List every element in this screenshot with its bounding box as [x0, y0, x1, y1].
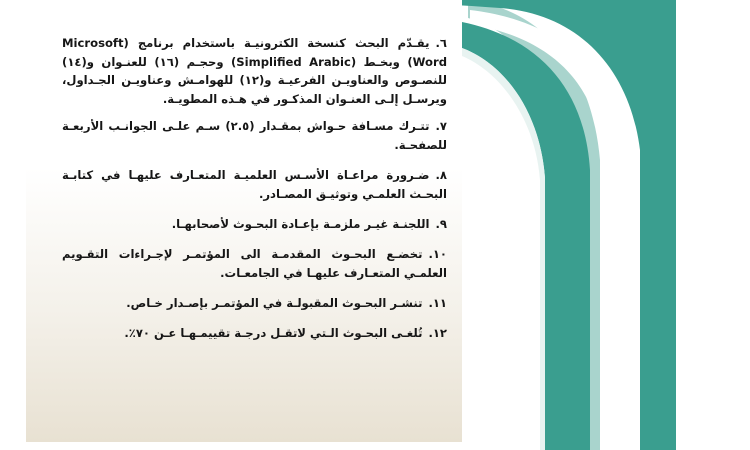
item-number: ٧.	[435, 119, 447, 134]
item-text: تنشـر البحـوث المقبولـة في المؤتمـر بإصـدار خـاص.	[126, 296, 423, 311]
item-text: ضـرورة مراعـاة الأسـس العلميـة المتعـارف عليهـا في كتابـة البحـث العلمـي وتوثيـق المصـادر.	[62, 168, 447, 202]
list-item	[62, 215, 447, 234]
item-text: تتـرك مسـافة حـواش بمقـدار (٢.٥) سـم علـى الجوانـب الأربعـة للصفحـة.	[62, 119, 447, 153]
list-item	[62, 245, 447, 283]
item-number: ٨.	[435, 168, 447, 183]
list-item	[62, 324, 447, 343]
item-text: يقـدّم البحث كنسخة الكترونيـة باستخدام برنامج (Microsoft Word) وبخـط (Simplified Arabic) وحجـم (١٦) للعنـوان و(١٤) للنصـوص والعناويـن الفرعيـة و(١٢) للهوامـش وعناويـن الجـداول، ويرسـل إلـى العنـوان المذكـور في هـذه المطويـة.	[62, 36, 447, 106]
item-number: ١٠.	[428, 247, 447, 262]
list-item	[62, 117, 447, 155]
item-number: ١١.	[428, 296, 447, 311]
item-text: اللجنـة غيـر ملزمـة بإعـادة البحـوث لأصحابهـا.	[171, 217, 430, 232]
list-item	[62, 294, 447, 313]
list-item	[62, 34, 447, 108]
item-text: تخضـع البحـوث المقدمـة الى المؤتمـر لإجـراءات التقـويم العلمـي المتعـارف عليهـا في الجامعـات.	[62, 247, 447, 281]
item-text: تُلغـى البحـوث الـتي لاتقـل درجـة تقييمـهـا عـن ٧٠٪.	[124, 326, 423, 341]
conditions-list	[62, 34, 447, 354]
item-number: ٩.	[435, 217, 447, 232]
item-number: ١٢.	[428, 326, 447, 341]
item-number: ٦.	[435, 36, 447, 50]
list-item	[62, 166, 447, 204]
